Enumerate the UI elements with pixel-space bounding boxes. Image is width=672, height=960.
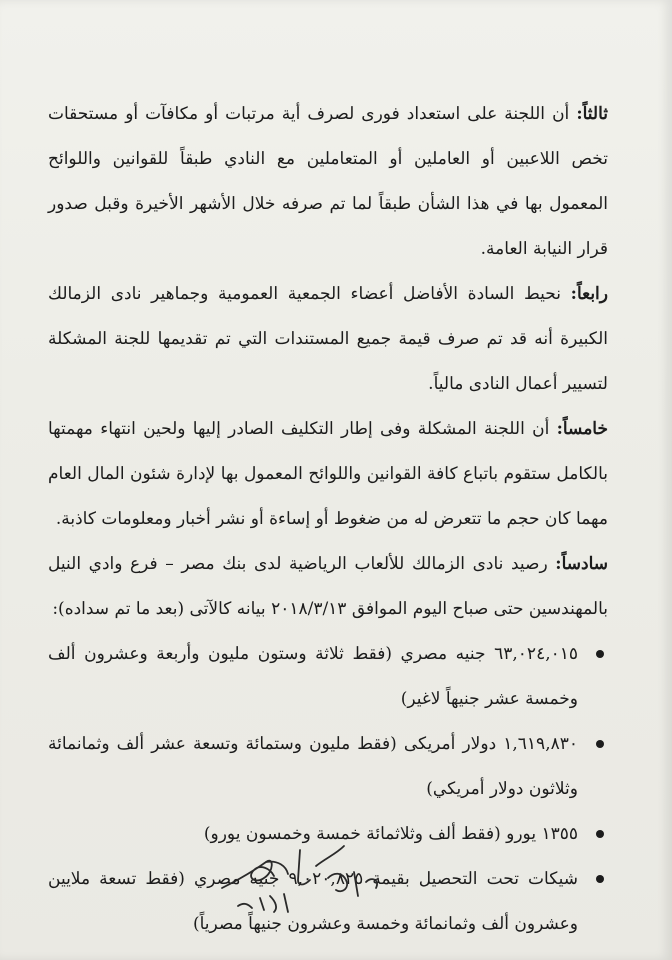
paragraph-text: أن اللجنة المشكلة وفى إطار التكليف الصادر إليها ولحين انتهاء مهمتها بالكامل ستقوم باتباع كافة القوانين واللوائح المعمول بها لإدارة شئون المال العام مهما كان حجم ما تتعرض له من ضغوط أو إساءة أو نشر أخبار ومعلومات كاذبة. <box>48 419 608 529</box>
letter-body <box>48 92 608 947</box>
paragraph-third <box>48 92 608 272</box>
bullet-icon <box>596 875 604 883</box>
paragraph-fifth <box>48 407 608 542</box>
balance-text: ١٣٥٥ يورو (فقط ألف وثلاثمائة خمسة وخمسون يورو) <box>203 824 578 844</box>
paragraph-text: أن اللجنة على استعداد فورى لصرف أية مرتبات أو مكافآت أو مستحقات تخص اللاعبين أو العاملين أو المتعاملين مع النادي طبقاً للقوانين واللوائح المعمول بها في هذا الشأن طبقاً لما تم صرفه خلال الأشهر الأخيرة وقبل صدور قرار النيابة العامة. <box>48 104 608 259</box>
list-item <box>48 722 608 812</box>
paragraph-heading: خامساً: <box>556 419 608 439</box>
paragraph-sixth <box>48 542 608 632</box>
paragraph-fourth <box>48 272 608 407</box>
balance-text: ٦٣,٠٢٤,٠١٥ جنيه مصري (فقط ثلاثة وستون مليون وأربعة وعشرون ألف وخمسة عشر جنيهاً لاغير) <box>48 644 578 709</box>
bullet-icon <box>596 740 604 748</box>
balance-text: ١,٦١٩,٨٣٠ دولار أمريكى (فقط مليون وستمائة وتسعة عشر ألف وثمانمائة وثلاثون دولار أمريكي) <box>48 734 578 799</box>
paragraph-heading: سادساً: <box>555 554 608 574</box>
balance-text: شيكات تحت التحصيل بقيمة ٩,٠٢٠,٨٢٥ جنيه مصري (فقط تسعة ملايين وعشرون ألف وثمانمائة وخمسة وعشرون جنيهاً مصرياً) <box>48 869 578 934</box>
bullet-icon <box>596 830 604 838</box>
paragraph-text: رصيد نادى الزمالك للألعاب الرياضية لدى بنك مصر – فرع وادي النيل بالمهندسين حتى صباح اليوم الموافق ٢٠١٨/٣/١٣ بيانه كالآتى (بعد ما تم سداده): <box>48 554 608 619</box>
list-item <box>48 632 608 722</box>
paragraph-heading: رابعاً: <box>570 284 608 304</box>
paragraph-heading: ثالثاً: <box>576 104 608 124</box>
bullet-icon <box>596 650 604 658</box>
handwritten-signature <box>208 832 388 922</box>
paragraph-text: نحيط السادة الأفاضل أعضاء الجمعية العمومية وجماهير نادى الزمالك الكبيرة أنه قد تم صرف قيمة جميع المستندات التي تم تقديمها للجنة المشكلة لتسيير أعمال النادى مالياً. <box>48 284 608 394</box>
